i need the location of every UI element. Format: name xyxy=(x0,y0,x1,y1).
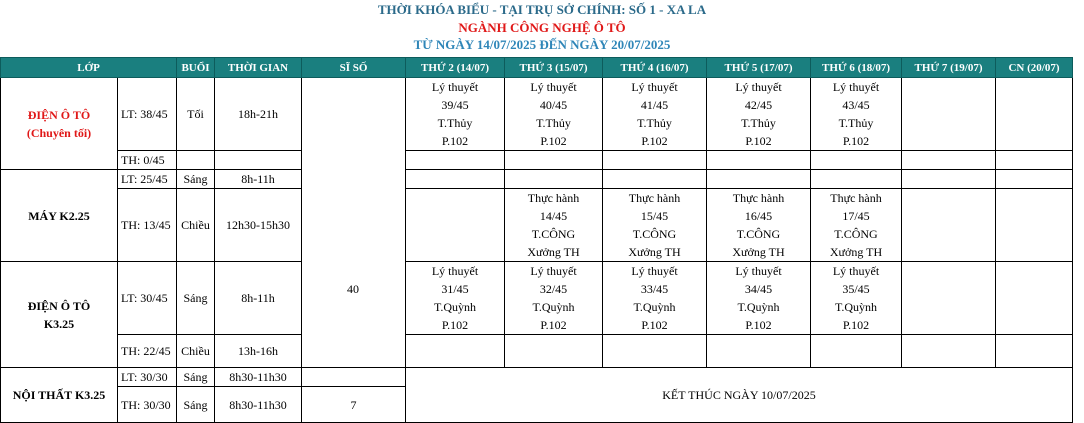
slot-cn xyxy=(996,78,1073,151)
col-lop: LỚP xyxy=(1,58,177,78)
slot-thu2: Lý thuyết 31/45 T.Quỳnh P.102 xyxy=(406,262,505,335)
class-name-noi-that-k325: NỘI THẤT K3.25 xyxy=(1,368,118,423)
date-range: TỪ NGÀY 14/07/2025 ĐẾN NGÀY 20/07/2025 xyxy=(413,37,671,52)
th-progress: TH: 30/30 xyxy=(118,387,177,423)
table-row xyxy=(1,335,1073,368)
time: 18h-21h xyxy=(215,78,302,151)
table-row xyxy=(1,170,1073,189)
slot-thu5: Thực hành 16/45 T.CÔNG Xưởng TH xyxy=(707,189,811,262)
time: 8h-11h xyxy=(215,262,302,335)
slot-thu2 xyxy=(406,189,505,262)
table-row xyxy=(1,368,1073,387)
size-cell xyxy=(302,78,406,368)
table-row xyxy=(1,189,1073,262)
th-progress: TH: 0/45 xyxy=(118,151,177,170)
class-name-may-k225: MÁY K2.25 xyxy=(1,170,118,262)
lt-progress: LT: 30/45 xyxy=(118,262,177,335)
slot-thu4: Thực hành 15/45 T.CÔNG Xưởng TH xyxy=(603,189,707,262)
slot-thu4: Lý thuyết 41/45 T.Thủy P.102 xyxy=(603,78,707,151)
class-name-dien-oto-k325: ĐIỆN Ô TÔ K3.25 xyxy=(1,262,118,368)
session: Sáng xyxy=(177,262,215,335)
slot-thu7 xyxy=(902,78,996,151)
end-note: KẾT THÚC NGÀY 10/07/2025 xyxy=(406,368,1073,423)
lt-progress: LT: 30/30 xyxy=(118,368,177,387)
col-thoi-gian: THỜI GIAN xyxy=(215,58,302,78)
slot-thu3: Lý thuyết 32/45 T.Quỳnh P.102 xyxy=(505,262,603,335)
department-title: NGÀNH CÔNG NGHỆ Ô TÔ xyxy=(458,20,626,35)
slot-thu2: Lý thuyết 39/45 T.Thủy P.102 xyxy=(406,78,505,151)
time: 8h-11h xyxy=(215,170,302,189)
session: Chiều xyxy=(177,335,215,368)
th-progress: TH: 13/45 xyxy=(118,189,177,262)
slot-thu5: Lý thuyết 34/45 T.Quỳnh P.102 xyxy=(707,262,811,335)
col-thu3: THỨ 3 (15/07) xyxy=(505,58,603,78)
col-thu7: THỨ 7 (19/07) xyxy=(902,58,996,78)
slot-thu3: Lý thuyết 40/45 T.Thủy P.102 xyxy=(505,78,603,151)
table-row xyxy=(1,78,1073,151)
session: Sáng xyxy=(177,170,215,189)
slot-thu6: Lý thuyết 43/45 T.Thủy P.102 xyxy=(811,78,902,151)
slot-thu6: Lý thuyết 35/45 T.Quỳnh P.102 xyxy=(811,262,902,335)
lt-progress: LT: 38/45 xyxy=(118,78,177,151)
time: 8h30-11h30 xyxy=(215,387,302,423)
col-thu5: THỨ 5 (17/07) xyxy=(707,58,811,78)
schedule-title: THỜI KHÓA BIỂU - TẠI TRỤ SỞ CHÍNH: SỐ 1 - XA LA xyxy=(377,2,707,17)
class-size: 7 xyxy=(302,387,406,423)
slot-thu5: Lý thuyết 42/45 T.Thủy P.102 xyxy=(707,78,811,151)
col-cn: CN (20/07) xyxy=(996,58,1073,78)
session: Chiều xyxy=(177,189,215,262)
th-progress: TH: 22/45 xyxy=(118,335,177,368)
session: Sáng xyxy=(177,387,215,423)
table-row xyxy=(1,262,1073,335)
slot-thu6: Thực hành 17/45 T.CÔNG Xưởng TH xyxy=(811,189,902,262)
timetable xyxy=(0,57,1073,423)
slot-thu3: Thực hành 14/45 T.CÔNG Xưởng TH xyxy=(505,189,603,262)
time: 13h-16h xyxy=(215,335,302,368)
col-thu4: THỨ 4 (16/07) xyxy=(603,58,707,78)
time: 8h30-11h30 xyxy=(215,368,302,387)
col-thu6: THỨ 6 (18/07) xyxy=(811,58,902,78)
lt-progress: LT: 25/45 xyxy=(118,170,177,189)
col-si-so: SĨ SỐ xyxy=(302,58,406,78)
table-row xyxy=(1,151,1073,170)
time: 12h30-15h30 xyxy=(215,189,302,262)
class-size-dien-oto-k325: 40 xyxy=(347,282,359,296)
session: Sáng xyxy=(177,368,215,387)
col-thu2: THỨ 2 (14/07) xyxy=(406,58,505,78)
slot-thu4: Lý thuyết 33/45 T.Quỳnh P.102 xyxy=(603,262,707,335)
class-name-dien-oto-ct: ĐIỆN Ô TÔ (Chuyên tối) xyxy=(1,78,118,170)
header-row xyxy=(1,58,1073,78)
col-buoi: BUỔI xyxy=(177,58,215,78)
session: Tối xyxy=(177,78,215,151)
